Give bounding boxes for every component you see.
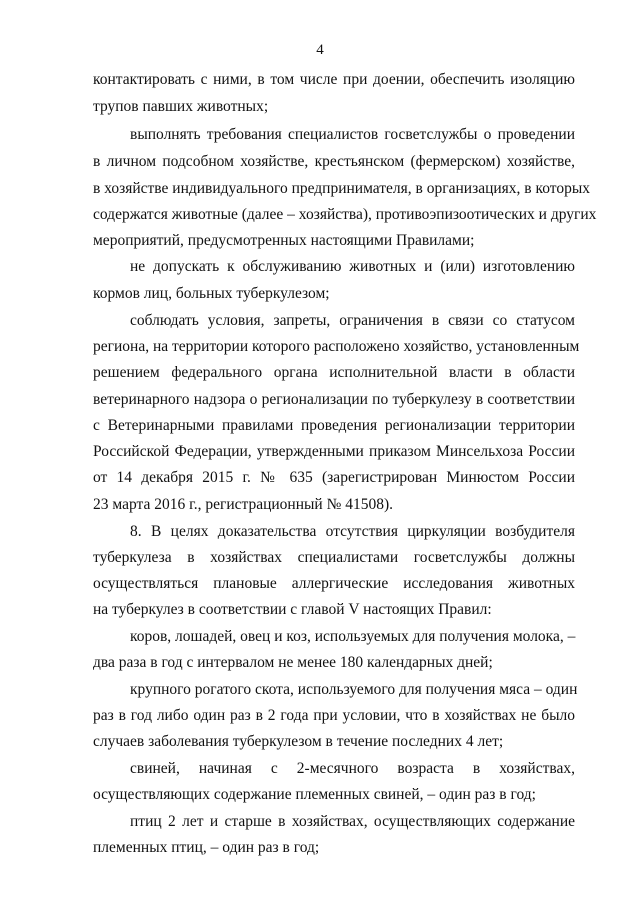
text-line: в личном подсобном хозяйстве, крестьянском (фермерском) хозяйстве, [93, 153, 575, 170]
text-line: с Ветеринарными правилами проведения регионализации территории [93, 417, 575, 434]
text-line: случаев заболевания туберкулезом в течение последних 4 лет; [93, 733, 504, 750]
text-line: Российской Федерации, утвержденными приказом Минсельхоза России [93, 443, 575, 460]
text-line: два раза в год с интервалом не менее 180 календарных дней; [93, 654, 493, 671]
text-line: 8. В целях доказательства отсутствия циркуляции возбудителя [130, 523, 575, 540]
text-line: осуществляющих содержание племенных свиней, – один раз в год; [93, 786, 536, 803]
text-line: племенных птиц, – один раз в год; [93, 839, 320, 856]
text-line: выполнять требования специалистов госветслужбы о проведении [130, 126, 575, 143]
text-line: соблюдать условия, запреты, ограничения в связи со статусом [130, 312, 575, 329]
text-line: осуществляться плановые аллергические исследования животных [93, 575, 575, 592]
text-line: содержатся животные (далее – хозяйства), противоэпизоотических и других [93, 206, 597, 223]
text-line: в хозяйстве индивидуального предпринимателя, в организациях, в которых [93, 180, 591, 197]
text-line: контактировать с ними, в том числе при доении, обеспечить изоляцию [93, 71, 575, 88]
text-line: туберкулеза в хозяйствах специалистами госветслужбы должны [93, 549, 575, 566]
text-line: коров, лошадей, овец и коз, используемых для получения молока, – [130, 628, 576, 645]
page-number: 4 [316, 42, 324, 58]
text-line: решением федерального органа исполнительной власти в области [93, 364, 575, 381]
text-line: региона, на территории которого расположено хозяйство, установленным [93, 338, 580, 355]
text-line: крупного рогатого скота, используемого для получения мяса – один [130, 681, 578, 698]
text-line: 23 марта 2016 г., регистрационный № 41508). [93, 496, 394, 513]
text-line: на туберкулез в соответствии с главой V настоящих Правил: [93, 601, 492, 618]
text-line: птиц 2 лет и старше в хозяйствах, осуществляющих содержание [130, 813, 575, 830]
text-line: кормов лиц, больных туберкулезом; [93, 285, 330, 302]
text-line: не допускать к обслуживанию животных и (или) изготовлению [130, 258, 575, 275]
text-line: от 14 декабря 2015 г. № 635 (зарегистрирован Минюстом России [93, 469, 575, 486]
text-line: раз в год либо один раз в 2 года при условии, что в хозяйствах не было [93, 707, 575, 724]
text-line: трупов павших животных; [93, 98, 269, 115]
text-line: мероприятий, предусмотренных настоящими Правилами; [93, 232, 475, 249]
text-line: свиней, начиная с 2-месячного возраста в хозяйствах, [130, 760, 575, 777]
text-line: ветеринарного надзора о регионализации по туберкулезу в соответствии [93, 391, 575, 408]
